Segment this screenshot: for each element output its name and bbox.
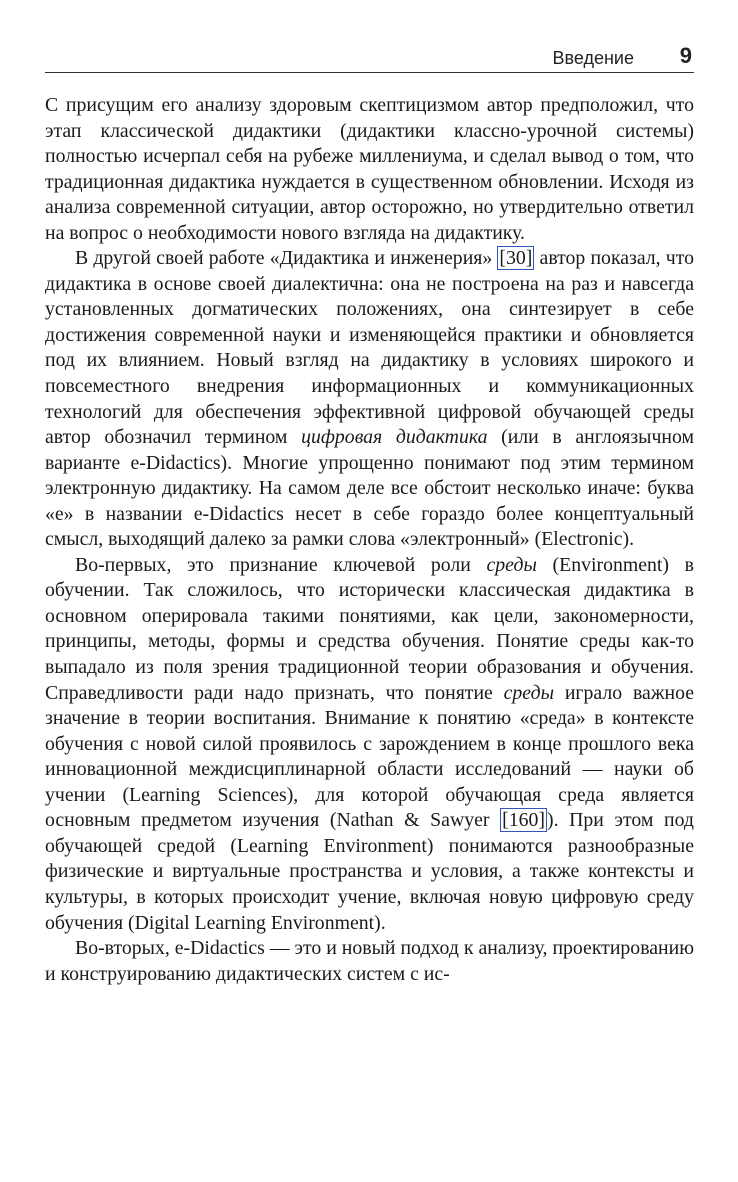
paragraph-2-text-1: В другой своей работе «Дидактика и инженерия»: [75, 247, 498, 270]
term-digital-didactics: цифровая дидактика: [301, 426, 488, 449]
section-title: Введение: [552, 48, 634, 68]
paragraph-3-text-3: играло важное значение в теории воспитания. Внимание к понятию «среда» в контексте обучения с новой силой проявилось с зарождением в конце прошлого века инновационной междисциплинарной области исследований — науки об учении (Learning Sciences), для которой обучающая среда является основным предметом изучения (Nathan & Sawyer: [45, 681, 694, 832]
citation-link-160[interactable]: [160]: [502, 809, 545, 832]
paragraph-1: С присущим его анализу здоровым скептицизмом автор предположил, что этап классической дидактики (дидактики классно-урочной системы) полностью исчерпал себя на рубеже миллениума, и сделал вывод о том, что традиционная дидактика нуждается в существенном обновлении. Исходя из анализа современной ситуации, автор осторожно, но утвердительно ответил на вопрос о необходимости нового взгляда на дидактику.: [45, 94, 694, 244]
running-header: [45, 40, 694, 73]
page-number: 9: [679, 43, 692, 68]
paragraph-3-text-2: (Environment) в обучении. Так сложилось, что исторически классическая дидактика в основном оперировала такими понятиями, как цели, закономерности, принципы, методы, формы и средства обучения. Понятие среды как-то выпадало из поля зрения традиционной теории образования и обучения. Справедливости ради надо признать, что понятие: [45, 553, 694, 704]
paragraph-2: [45, 246, 694, 553]
citation-link-30[interactable]: [30]: [499, 247, 533, 270]
term-environment-1: среды: [486, 553, 537, 576]
term-environment-2: среды: [503, 681, 555, 704]
paragraph-3-text-1: Во-первых, это признание ключевой роли: [75, 553, 487, 576]
paragraph-2-text-2: автор показал, что дидактика в основе своей диалектична: она не построена на раз и навсегда установленных догматических положениях, она синтезирует в себе достижения современной науки и изменяющейся практики и обновляется под их влиянием. Новый взгляд на дидактику в условиях широкого и повсеместного внедрения информационных и коммуникационных технологий для обеспечения эффективной цифровой обучающей среды автор обозначил термином: [45, 247, 694, 449]
paragraph-4: Во-вторых, e-Didactics — это и новый подход к анализу, проектированию и конструированию дидактических систем с ис-: [45, 937, 694, 985]
body-text: [45, 93, 694, 987]
paragraph-2-text-3: (или в англоязычном варианте e-Didactics). Многие упрощенно понимают под этим термином электронную дидактику. На самом деле все обстоит несколько иначе: буква «е» в названии e-Didactics несет в себе гораздо более концептуальный смысл, выходящий далеко за рамки слова «электронный» (Electronic).: [45, 426, 695, 551]
paragraph-3: [45, 553, 694, 936]
paragraph-3-text-4: ). При этом под обучающей средой (Learning Environment) понимаются разнообразные физические и виртуальные пространства и условия, а также контексты и культуры, в которых происходит учение, включая новую цифровую среду обучения (Digital Learning Environment).: [45, 809, 694, 934]
